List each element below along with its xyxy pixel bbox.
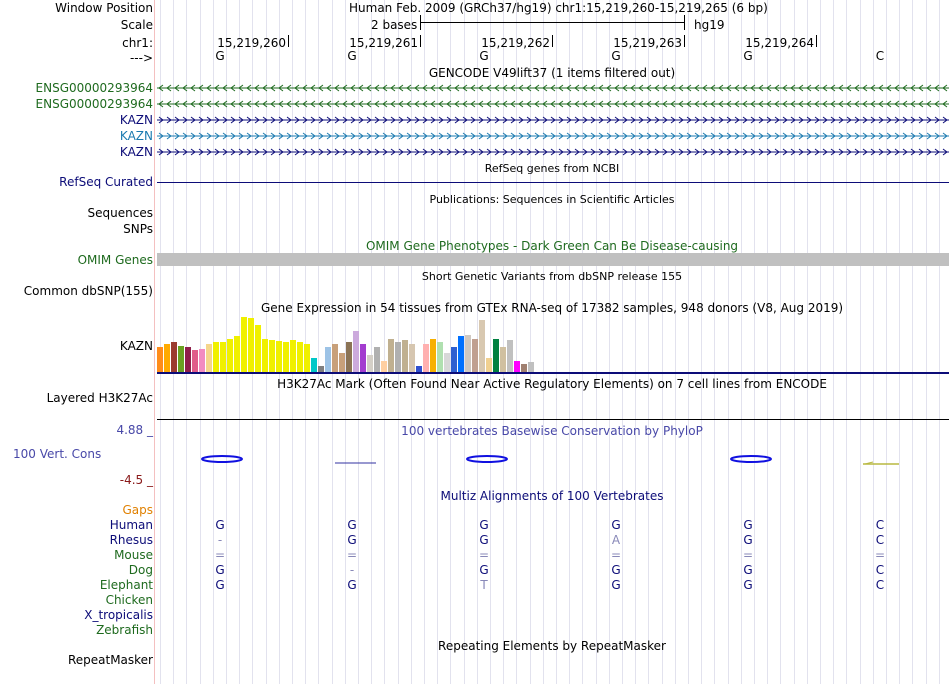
multiz-base: G — [215, 578, 225, 592]
gtex-tissue-bar[interactable] — [192, 350, 198, 372]
refseq-track-label[interactable]: RefSeq Curated — [59, 175, 153, 189]
gtex-tissue-bar[interactable] — [395, 342, 401, 372]
multiz-base: G — [743, 578, 753, 592]
gtex-tissue-bar[interactable] — [423, 344, 429, 372]
gtex-tissue-bar[interactable] — [199, 349, 205, 372]
phylop-min-label: -4.5 _ — [119, 473, 153, 487]
position-label: 15,219,261 — [349, 36, 418, 50]
multiz-gaps-label: Gaps — [122, 503, 153, 517]
gtex-track-label[interactable]: KAZN — [119, 339, 153, 353]
multiz-base: G — [347, 533, 357, 547]
gtex-tissue-bar[interactable] — [241, 317, 247, 372]
gencode-item-label[interactable]: KAZN — [119, 129, 153, 143]
gtex-tissue-bar[interactable] — [451, 347, 457, 372]
multiz-species-label[interactable]: Zebrafish — [96, 623, 153, 637]
h3k27ac-track-title: H3K27Ac Mark (Often Found Near Active Regulatory Elements) on 7 cell lines from ENCODE — [277, 377, 827, 391]
gtex-tissue-bar[interactable] — [458, 336, 464, 372]
gtex-tissue-bar[interactable] — [304, 344, 310, 372]
gtex-tissue-bar[interactable] — [290, 340, 296, 372]
multiz-base: - — [217, 533, 223, 547]
window-position-value: Human Feb. 2009 (GRCh37/hg19) chr1:15,219,260-15,219,265 (6 bp) — [349, 1, 768, 15]
gtex-tissue-bar[interactable] — [388, 339, 394, 372]
gtex-tissue-bar[interactable] — [339, 353, 345, 372]
multiz-base: A — [611, 533, 621, 547]
multiz-base: - — [349, 563, 355, 577]
phylop-track-title: 100 vertebrates Basewise Conservation by PhyloP — [401, 424, 703, 438]
multiz-base: G — [347, 518, 357, 532]
gtex-tissue-bar[interactable] — [521, 364, 527, 372]
gtex-tissue-bar[interactable] — [171, 342, 177, 372]
multiz-base: T — [480, 578, 488, 592]
reference-base: G — [611, 49, 621, 63]
multiz-base: = — [874, 548, 886, 562]
gtex-tissue-bar[interactable] — [346, 342, 352, 372]
h3k27ac-track-label[interactable]: Layered H3K27Ac — [46, 391, 153, 405]
multiz-base: = — [610, 548, 622, 562]
multiz-base: C — [875, 518, 885, 532]
gencode-item-label[interactable]: KAZN — [119, 113, 153, 127]
publications-sequences-label[interactable]: Sequences — [87, 206, 153, 220]
multiz-base: G — [611, 578, 621, 592]
gtex-tissue-bar[interactable] — [332, 344, 338, 372]
gencode-item-label[interactable]: ENSG00000293964 — [35, 81, 153, 95]
multiz-base: = — [346, 548, 358, 562]
gencode-track-title: GENCODE V49lift37 (1 items filtered out) — [428, 66, 676, 80]
gtex-tissue-bar[interactable] — [255, 325, 261, 372]
multiz-base: C — [875, 578, 885, 592]
gtex-tissue-bar[interactable] — [465, 335, 471, 372]
gtex-tissue-bar[interactable] — [367, 355, 373, 372]
reference-base: G — [479, 49, 489, 63]
position-tick — [684, 35, 685, 47]
gencode-item-strand[interactable] — [157, 145, 949, 159]
gtex-tissue-bar[interactable] — [269, 340, 275, 372]
phylop-track-label[interactable]: 100 Vert. Cons — [13, 447, 102, 461]
window-position-label: Window Position — [55, 1, 153, 15]
multiz-base: = — [214, 548, 226, 562]
gtex-tissue-bar[interactable] — [164, 344, 170, 372]
multiz-track-title: Multiz Alignments of 100 Vertebrates — [440, 489, 664, 503]
gtex-tissue-bar[interactable] — [409, 344, 415, 372]
gencode-item-strand[interactable] — [157, 97, 949, 111]
multiz-base: = — [478, 548, 490, 562]
multiz-base: G — [479, 563, 489, 577]
gtex-tissue-bar[interactable] — [479, 320, 485, 372]
gtex-tissue-bar[interactable] — [227, 339, 233, 372]
multiz-base: G — [215, 518, 225, 532]
gtex-tissue-bar[interactable] — [493, 339, 499, 372]
dbsnp-track-label[interactable]: Common dbSNP(155) — [23, 284, 153, 298]
gencode-item-strand[interactable] — [157, 113, 949, 127]
phylop-wiggle[interactable] — [157, 452, 949, 468]
gtex-tissue-bar[interactable] — [507, 340, 513, 372]
multiz-base: G — [743, 533, 753, 547]
gtex-tissue-bar[interactable] — [353, 331, 359, 372]
multiz-base: G — [611, 518, 621, 532]
repeatmasker-track-title: Repeating Elements by RepeatMasker — [438, 639, 666, 653]
multiz-base: G — [743, 563, 753, 577]
gtex-tissue-bar[interactable] — [185, 347, 191, 372]
reference-base: G — [347, 49, 357, 63]
gtex-tissue-bar[interactable] — [444, 353, 450, 372]
gtex-tissue-bar[interactable] — [262, 339, 268, 372]
refseq-gene-line[interactable] — [157, 182, 949, 183]
gtex-tissue-bar[interactable] — [528, 362, 534, 372]
position-tick — [552, 35, 553, 47]
gtex-tissue-bar[interactable] — [486, 358, 492, 372]
multiz-base: G — [743, 518, 753, 532]
gencode-item-strand[interactable] — [157, 129, 949, 143]
multiz-species-label[interactable]: Chicken — [105, 593, 153, 607]
refseq-track-title: RefSeq genes from NCBI — [484, 162, 620, 175]
label-divider — [154, 0, 155, 684]
multiz-base: G — [347, 578, 357, 592]
multiz-base: G — [215, 563, 225, 577]
dbsnp-track-title: Short Genetic Variants from dbSNP release 155 — [421, 270, 683, 283]
gtex-gene-line — [157, 372, 949, 374]
gtex-tissue-bar[interactable] — [213, 342, 219, 372]
multiz-species-label[interactable]: Rhesus — [109, 533, 153, 547]
gtex-tissue-bar[interactable] — [437, 342, 443, 372]
gtex-tissue-bar[interactable] — [276, 341, 282, 372]
repeatmasker-track-label[interactable]: RepeatMasker — [67, 653, 153, 667]
position-label: 15,219,263 — [613, 36, 682, 50]
position-label: 15,219,264 — [745, 36, 814, 50]
gtex-tissue-bar[interactable] — [360, 344, 366, 372]
gencode-item-label[interactable]: ENSG00000293964 — [35, 97, 153, 111]
multiz-species-label[interactable]: X_tropicalis — [84, 608, 153, 622]
omim-track-title: OMIM Gene Phenotypes - Dark Green Can Be Disease-causing — [365, 239, 739, 253]
gtex-tissue-bar[interactable] — [297, 342, 303, 372]
gtex-tissue-bar[interactable] — [430, 339, 436, 372]
gtex-tissue-bar[interactable] — [311, 358, 317, 372]
multiz-species-label[interactable]: Mouse — [114, 548, 153, 562]
gtex-tissue-bar[interactable] — [220, 342, 226, 372]
gtex-tissue-bar[interactable] — [206, 344, 212, 372]
multiz-base: G — [611, 563, 621, 577]
multiz-base: G — [479, 533, 489, 547]
publications-track-title: Publications: Sequences in Scientific Articles — [429, 193, 675, 206]
chrom-label: chr1: — [122, 36, 153, 50]
scale-label: Scale — [120, 18, 153, 32]
omim-gene-bar[interactable] — [157, 253, 949, 266]
multiz-base: C — [875, 563, 885, 577]
gtex-track-title: Gene Expression in 54 tissues from GTEx RNA-seq of 17382 samples, 948 donors (V8, Aug 2019) — [260, 301, 844, 315]
publications-snps-label[interactable]: SNPs — [123, 222, 153, 236]
gtex-tissue-bar[interactable] — [157, 347, 163, 372]
gtex-tissue-bar[interactable] — [472, 339, 478, 372]
position-label: 15,219,262 — [481, 36, 550, 50]
gtex-tissue-bar[interactable] — [325, 347, 331, 372]
reference-base: G — [743, 49, 753, 63]
gencode-item-label[interactable]: KAZN — [119, 145, 153, 159]
phylop-max-label: 4.88 _ — [116, 423, 153, 437]
gencode-item-strand[interactable] — [157, 81, 949, 95]
scale-assembly: hg19 — [694, 18, 725, 32]
gtex-tissue-bar[interactable] — [500, 347, 506, 372]
position-label: 15,219,260 — [217, 36, 286, 50]
reference-base: C — [875, 49, 885, 63]
gtex-tissue-bar[interactable] — [248, 318, 254, 372]
multiz-species-label[interactable]: Dog — [128, 563, 153, 577]
multiz-base: C — [875, 533, 885, 547]
multiz-base: G — [479, 518, 489, 532]
reference-base: G — [215, 49, 225, 63]
position-tick — [816, 35, 817, 47]
multiz-species-label[interactable]: Elephant — [99, 578, 153, 592]
gtex-tissue-bar[interactable] — [374, 347, 380, 372]
strand-label: ---> — [129, 51, 153, 65]
h3k27ac-baseline — [157, 419, 949, 420]
scale-value: 2 bases — [371, 18, 418, 32]
gtex-tissue-bar[interactable] — [283, 342, 289, 372]
omim-track-label[interactable]: OMIM Genes — [77, 253, 153, 267]
gtex-tissue-bar[interactable] — [514, 361, 520, 372]
position-tick — [420, 35, 421, 47]
position-tick — [288, 35, 289, 47]
multiz-base: = — [742, 548, 754, 562]
gtex-tissue-bar[interactable] — [381, 361, 387, 372]
multiz-species-label[interactable]: Human — [109, 518, 153, 532]
gtex-tissue-bar[interactable] — [234, 336, 240, 372]
gtex-tissue-bar[interactable] — [178, 346, 184, 372]
gtex-tissue-bar[interactable] — [402, 340, 408, 372]
